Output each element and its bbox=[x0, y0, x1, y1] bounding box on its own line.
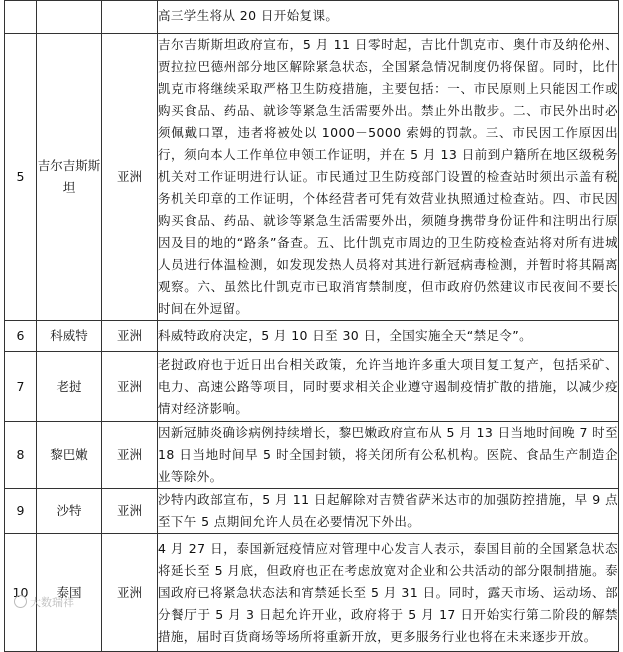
region-cell: 亚洲 bbox=[102, 489, 158, 534]
region-cell bbox=[102, 1, 158, 34]
country-cell: 科威特 bbox=[37, 321, 102, 352]
table-row bbox=[5, 34, 619, 321]
measures-cell: 科威特政府决定，5 月 10 日至 30 日，全国实施全天“禁足令”。 bbox=[158, 321, 619, 352]
region-cell: 亚洲 bbox=[102, 321, 158, 352]
country-cell: 吉尔吉斯斯坦 bbox=[37, 34, 102, 321]
country-cell: 老挝 bbox=[37, 352, 102, 422]
row-number: 9 bbox=[5, 489, 37, 534]
country-cell: 沙特 bbox=[37, 489, 102, 534]
table-row bbox=[5, 422, 619, 489]
country-cell: 黎巴嫩 bbox=[37, 422, 102, 489]
measures-cell: 高三学生将从 20 日开始复课。 bbox=[158, 1, 619, 34]
region-cell: 亚洲 bbox=[102, 34, 158, 321]
policy-table bbox=[4, 0, 619, 652]
measures-cell: 沙特内政部宣布，5 月 11 日起解除对吉赞省萨米达市的加强防控措施，早 9 点至下午 5 点期间允许人员在必要情况下外出。 bbox=[158, 489, 619, 534]
measures-cell: 4 月 27 日，泰国新冠疫情应对管理中心发言人表示，泰国目前的全国紧急状态将延长至 5 月底，但政府也正在考虑放宽对企业和公共活动的部分限制措施。泰国政府已将紧急状态法和宵禁延长至 5 月 31 日。同时，露天市场、运动场、部分餐厅于 5 月 3 日起允许开业，政府将于 5 月 17 日开始实行第二阶段的解禁措施，届时百货商场等场所将重新开放，更多服务行业也将在未来逐步开放。 bbox=[158, 534, 619, 652]
measures-cell: 老挝政府也于近日出台相关政策，允许当地许多重大项目复工复产，包括采矿、电力、高速公路等项目，同时要求相关企业遵守遏制疫情扩散的措施，以减少疫情对经济影响。 bbox=[158, 352, 619, 422]
watermark-logo-icon bbox=[14, 595, 27, 608]
country-cell: 泰国 bbox=[37, 534, 102, 652]
region-cell: 亚洲 bbox=[102, 534, 158, 652]
table-row bbox=[5, 352, 619, 422]
measures-cell: 因新冠肺炎确诊病例持续增长，黎巴嫩政府宣布从 5 月 13 日当地时间晚 7 时至 18 日当地时间早 5 时全国封锁，将关闭所有公私机构。医院、食品生产制造企业等除外。 bbox=[158, 422, 619, 489]
row-number: 10 bbox=[5, 534, 37, 652]
watermark bbox=[14, 594, 74, 610]
row-number: 6 bbox=[5, 321, 37, 352]
region-cell: 亚洲 bbox=[102, 422, 158, 489]
row-number: 5 bbox=[5, 34, 37, 321]
row-number: 7 bbox=[5, 352, 37, 422]
table-row bbox=[5, 489, 619, 534]
table-row bbox=[5, 1, 619, 34]
row-number: 8 bbox=[5, 422, 37, 489]
table-row bbox=[5, 321, 619, 352]
watermark-text: 大数瑞祥 bbox=[30, 596, 74, 609]
row-number bbox=[5, 1, 37, 34]
country-cell bbox=[37, 1, 102, 34]
region-cell: 亚洲 bbox=[102, 352, 158, 422]
table-row bbox=[5, 534, 619, 652]
measures-cell: 吉尔吉斯斯坦政府宣布，5 月 11 日零时起，吉比什凯克市、奥什市及纳伦州、贾拉拉巴德州部分地区解除紧急状态，全国紧急情况制度仍将保留。同时，比什凯克市将继续采取严格卫生防疫措施，主要包括：一、市民原则上只能因工作或购买食品、药品、就诊等紧急生活需要外出。禁止外出散步。二、市民外出时必须佩戴口罩，违者将被处以 1000－5000 索姆的罚款。三、市民因工作原因出行，须向本人工作单位申领工作证明，并在 5 月 13 日前到户籍所在地区级税务机关对工作证明进行认证。市民通过卫生防疫部门设置的检查站时须出示盖有税务机关印章的工作证明，个体经营者可凭有效营业执照通过检查站。四、市民因购买食品、药品、就诊等紧急生活需要外出，须随身携带身份证件和注明出行原因及目的地的“路条”备查。五、比什凯克市周边的卫生防疫检查站将对所有进城人员进行体温检测，如发现发热人员将对其进行新冠病毒检测，并暂时将其隔离观察。六、虽然比什凯克市已取消宵禁制度，但市政府仍然建议市民夜间不要长时间在外逗留。 bbox=[158, 34, 619, 321]
